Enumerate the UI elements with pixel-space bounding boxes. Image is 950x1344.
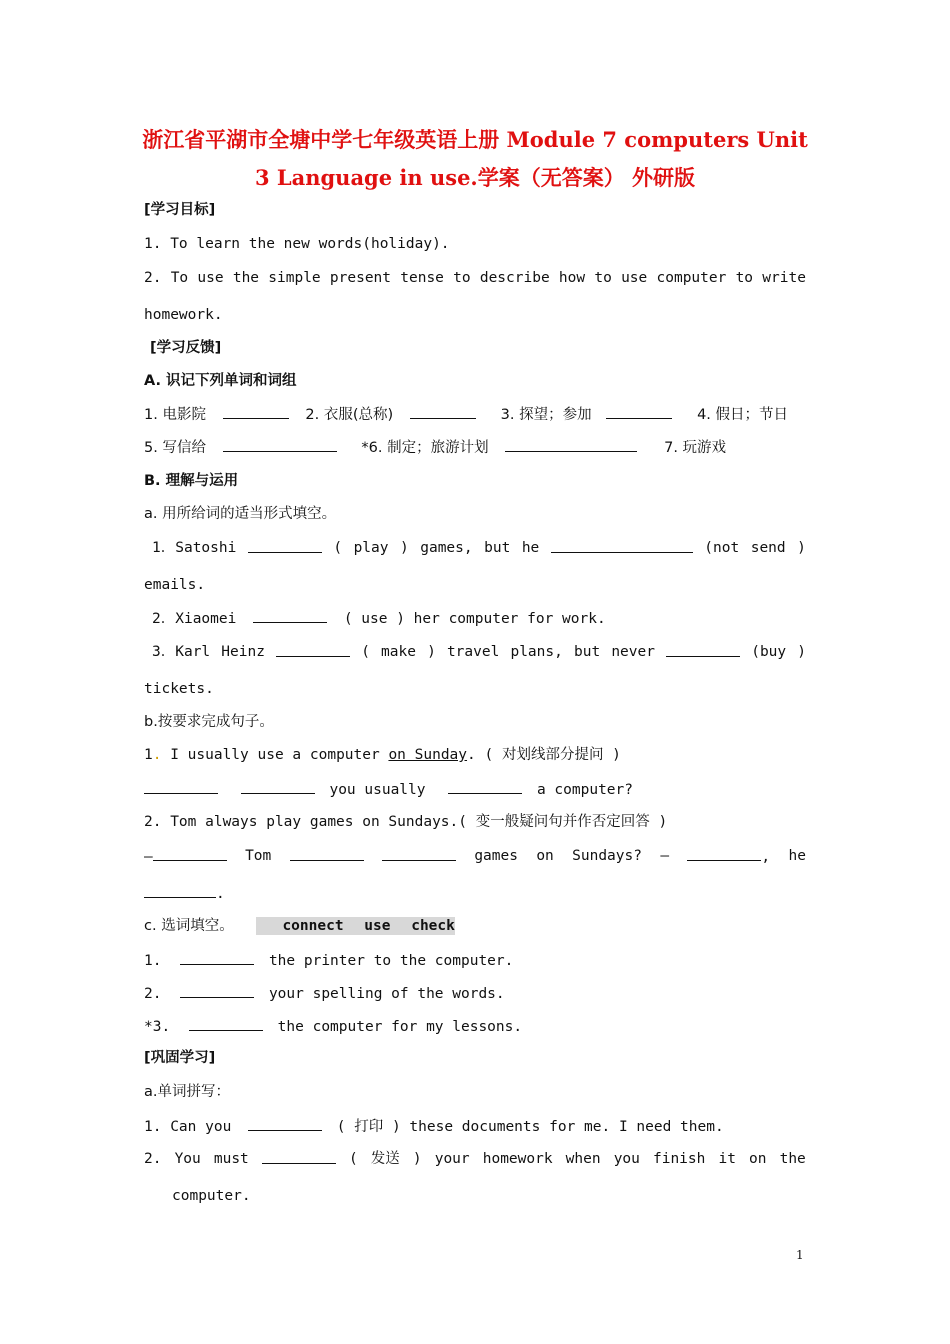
consolidate-q2-word: it — [718, 1151, 736, 1167]
document-title-line-2: 3 Language in use.学案（无答案） 外研版 — [254, 165, 696, 190]
exercise-b2-answer: — Tom games on Sundays? — , he — [144, 848, 806, 865]
answer-blank[interactable] — [551, 538, 693, 553]
goal-2-word: the — [232, 270, 260, 286]
goal-2 — [144, 268, 806, 288]
word-bank-item: use — [364, 918, 391, 934]
part-b-heading: B. 理解与运用 — [144, 473, 239, 489]
consolidate-q2-word: 2. — [144, 1151, 162, 1167]
consolidate-q2-word: when — [565, 1151, 601, 1167]
answer-blank[interactable] — [144, 883, 216, 898]
goal-2-word: 2. — [144, 270, 162, 286]
goal-2-word: computer — [656, 270, 727, 286]
exercise-a2: 2．Xiaomei ( use ) her computer for work. — [152, 608, 814, 629]
answer-blank[interactable] — [382, 846, 456, 861]
goal-2-word: to — [453, 270, 471, 286]
answer-blank[interactable] — [223, 437, 337, 452]
consolidate-q1: 1. Can you ( 打印 ) these documents for me. I need them. — [144, 1116, 806, 1137]
consolidate-q2-word: homework — [482, 1151, 553, 1167]
exercise-c1: 1. the printer to the computer. — [144, 950, 806, 971]
consolidate-q2-word: you — [613, 1151, 640, 1167]
consolidate-a-title: a.单词拼写： — [144, 1084, 230, 1100]
answer-blank[interactable] — [180, 950, 254, 965]
answer-blank[interactable] — [241, 779, 315, 794]
exercise-c3: *3. the computer for my lessons. — [144, 1016, 806, 1037]
consolidate-q2-word: You — [174, 1151, 201, 1167]
answer-blank[interactable] — [410, 404, 476, 419]
part-b-b-title: b.按要求完成句子。 — [144, 714, 274, 730]
consolidate-q2-word: must — [213, 1151, 249, 1167]
answer-blank[interactable] — [606, 404, 672, 419]
answer-blank[interactable] — [189, 1016, 263, 1031]
page-number: 1 — [796, 1248, 804, 1262]
vocab-row-1 — [144, 404, 806, 425]
goal-2-continued: homework. — [144, 307, 223, 323]
vocab-row-2 — [144, 437, 806, 458]
goal-2-word: how — [558, 270, 586, 286]
exercise-c2: 2. your spelling of the words. — [144, 983, 806, 1004]
goal-2-word: tense — [400, 270, 444, 286]
answer-blank[interactable] — [666, 642, 740, 657]
part-b-c-title: c. 选词填空。 — [144, 918, 234, 934]
exercise-b1: 1. I usually use a computer on Sunday. ( 对划线部分提问 ) — [144, 747, 621, 763]
word-bank-item: connect — [282, 918, 344, 934]
answer-blank[interactable] — [253, 608, 327, 623]
exercise-a3-continued: tickets. — [144, 681, 214, 697]
answer-blank[interactable] — [153, 846, 227, 861]
consolidate-q2-word: the — [779, 1151, 806, 1167]
answer-blank[interactable] — [248, 538, 322, 553]
exercise-a3: 3．Karl Heinz ( make ) travel plans, but never (buy ) — [152, 644, 806, 660]
answer-blank[interactable] — [505, 437, 637, 452]
goal-2-word: to — [594, 270, 612, 286]
consolidate-q2-word: 发送 — [370, 1151, 400, 1167]
answer-blank[interactable] — [276, 642, 350, 657]
answer-blank[interactable] — [180, 983, 254, 998]
goal-2-word: simple — [268, 270, 321, 286]
goal-2-word: to — [735, 270, 754, 286]
goal-2-word: use — [621, 270, 648, 286]
part-b-a-title: a. 用所给词的适当形式填空。 — [144, 506, 337, 522]
consolidate-q2-word: ( — [348, 1151, 358, 1167]
word-bank-item: check — [411, 918, 455, 934]
consolidate-q2-word: ) — [412, 1151, 422, 1167]
section-heading-feedback: [学习反馈] — [150, 340, 222, 356]
exercise-a1: 1．Satoshi ( play ) games, but he (not send ) — [152, 540, 806, 556]
exercise-b1-answer: you usually a computer? — [144, 779, 806, 800]
word-bank — [256, 917, 454, 935]
goal-2-word: use — [197, 270, 224, 286]
vocab-item-4: 4. 假日；节日 — [697, 407, 789, 423]
answer-blank[interactable] — [144, 779, 218, 794]
goal-2-word: describe — [479, 270, 550, 286]
goal-2-word: write — [762, 270, 806, 286]
consolidate-q2-word: finish — [652, 1151, 706, 1167]
answer-blank[interactable] — [223, 404, 289, 419]
vocab-item-5: 5. 写信给 — [144, 440, 206, 456]
part-b-c-title-row — [144, 916, 806, 936]
exercise-a1-continued: emails. — [144, 577, 206, 593]
answer-blank[interactable] — [687, 846, 761, 861]
document-title-line-1: 浙江省平湖市全塘中学七年级英语上册 Module 7 computers Unit — [142, 127, 808, 152]
answer-blank[interactable] — [290, 846, 364, 861]
answer-blank[interactable] — [262, 1149, 336, 1164]
section-heading-consolidate: [巩固学习] — [144, 1050, 216, 1066]
answer-blank[interactable] — [248, 1116, 322, 1131]
consolidate-q2-continued: computer. — [172, 1188, 251, 1204]
vocab-item-1: 1. 电影院 — [144, 407, 206, 423]
vocab-item-6: *6. 制定；旅游计划 — [361, 440, 489, 456]
consolidate-q2 — [144, 1149, 806, 1169]
goal-2-word: To — [170, 270, 189, 286]
vocab-item-7: 7. 玩游戏 — [664, 440, 727, 456]
consolidate-q2-word: your — [434, 1151, 470, 1167]
underlined-phrase: on Sunday — [388, 747, 468, 763]
vocab-item-2: 2. 衣服(总称) — [305, 407, 394, 423]
exercise-b2: 2. Tom always play games on Sundays.( 变一般疑问句并作否定回答 ) — [144, 814, 668, 830]
vocab-item-3: 3. 探望；参加 — [500, 407, 592, 423]
part-a-heading: A. 识记下列单词和词组 — [144, 373, 297, 389]
consolidate-q2-word: on — [749, 1151, 767, 1167]
exercise-b2-answer-continued: . — [144, 883, 806, 904]
section-heading-goals: [学习目标] — [144, 202, 216, 218]
answer-blank[interactable] — [448, 779, 522, 794]
goal-2-word: present — [329, 270, 392, 286]
edit-mark: . — [152, 747, 162, 763]
goal-1: 1. To learn the new words(holiday). — [144, 236, 450, 252]
